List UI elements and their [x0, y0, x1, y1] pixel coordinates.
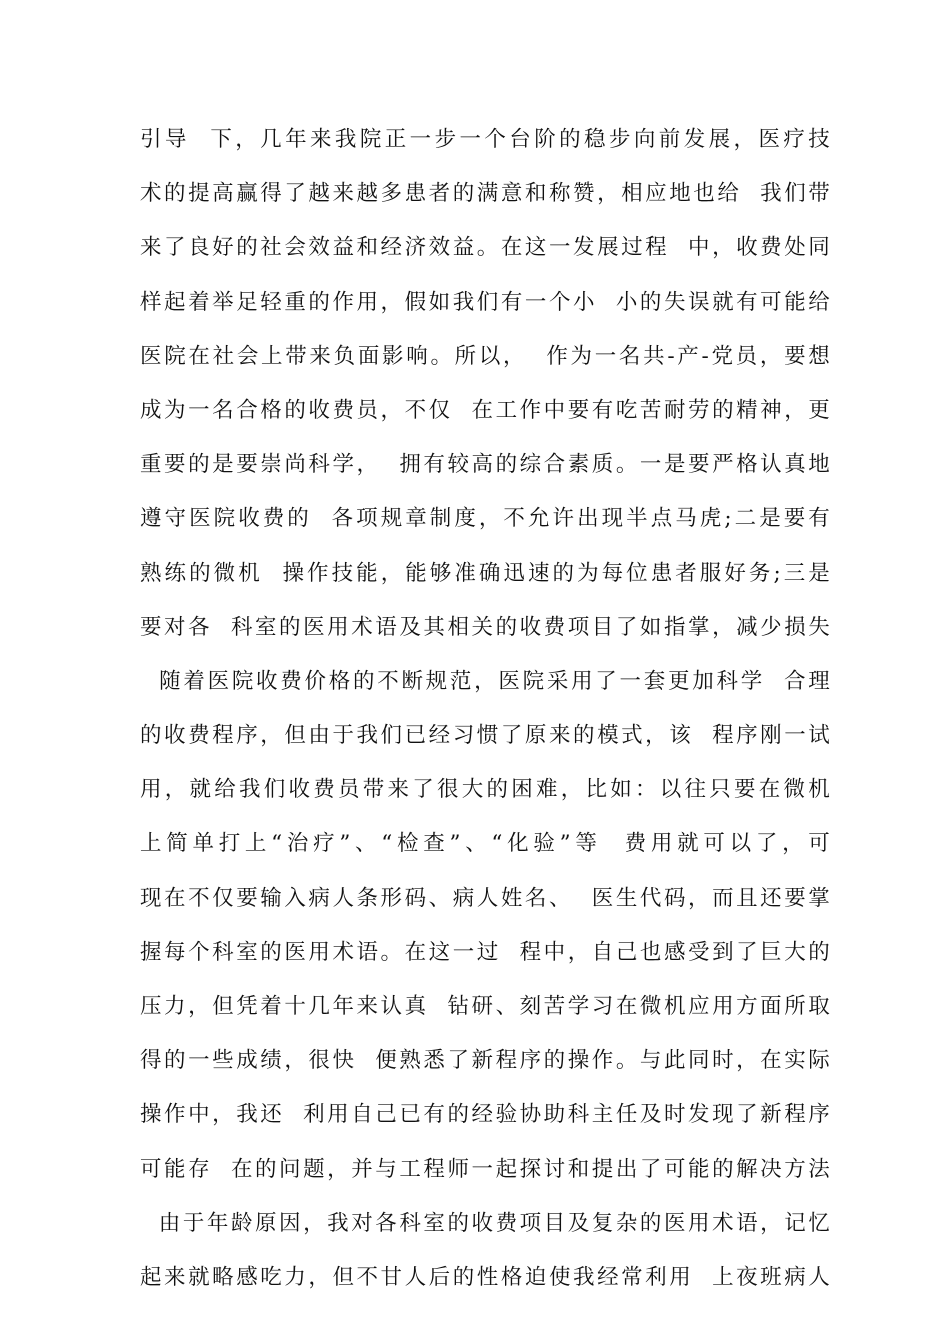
text-line: 可能存 在的问题，并与工程师一起探讨和提出了可能的解决方法: [140, 1156, 830, 1182]
text-line: 术的提高赢得了越来越多患者的满意和称赞，相应地也给 我们带: [140, 181, 830, 207]
text-line: 熟练的微机 操作技能，能够准确迅速的为每位患者服好务;三是: [140, 560, 830, 586]
body-text: [140, 122, 830, 1314]
text-line: 用，就给我们收费员带来了很大的困难，比如：以往只要在微机: [140, 777, 830, 803]
text-line: 握每个科室的医用术语。在这一过 程中，自己也感受到了巨大的: [140, 939, 830, 965]
text-line: 现在不仅要输入病人条形码、病人姓名、 医生代码，而且还要掌: [140, 885, 830, 911]
text-line: 引导 下，几年来我院正一步一个台阶的稳步向前发展，医疗技: [140, 127, 830, 152]
text-line: 随着医院收费价格的不断规范，医院采用了一套更加科学 合理: [140, 668, 830, 694]
text-line: 来了良好的社会效益和经济效益。在这一发展过程 中，收费处同: [140, 235, 830, 261]
text-line: 上简单打上“治疗”、“检查”、“化验”等 费用就可以了，可: [140, 831, 830, 857]
text-line: 压力，但凭着十几年来认真 钻研、刻苦学习在微机应用方面所取: [140, 994, 830, 1019]
text-line: 由于年龄原因，我对各科室的收费项目及复杂的医用术语，记忆: [140, 1210, 830, 1236]
text-line: 成为一名合格的收费员，不仅 在工作中要有吃苦耐劳的精神，更: [140, 397, 830, 423]
text-line: 的收费程序，但由于我们已经习惯了原来的模式，该 程序刚一试: [140, 723, 830, 749]
text-line: 遵守医院收费的 各项规章制度，不允许出现半点马虎;二是要有: [140, 506, 830, 532]
text-line: 样起着举足轻重的作用，假如我们有一个小 小的失误就有可能给: [140, 289, 830, 315]
text-line: 医院在社会上带来负面影响。所以， 作为一名共-产-党员，要想: [140, 343, 830, 369]
text-line: 得的一些成绩，很快 便熟悉了新程序的操作。与此同时，在实际: [140, 1048, 830, 1074]
text-line: 重要的是要崇尚科学， 拥有较高的综合素质。一是要严格认真地: [140, 452, 830, 478]
text-line: 操作中，我还 利用自己已有的经验协助科主任及时发现了新程序: [140, 1102, 830, 1128]
text-line: 要对各 科室的医用术语及其相关的收费项目了如指掌，减少损失: [140, 614, 830, 640]
text-line: 起来就略感吃力，但不甘人后的性格迫使我经常利用 上夜班病人: [140, 1264, 830, 1290]
